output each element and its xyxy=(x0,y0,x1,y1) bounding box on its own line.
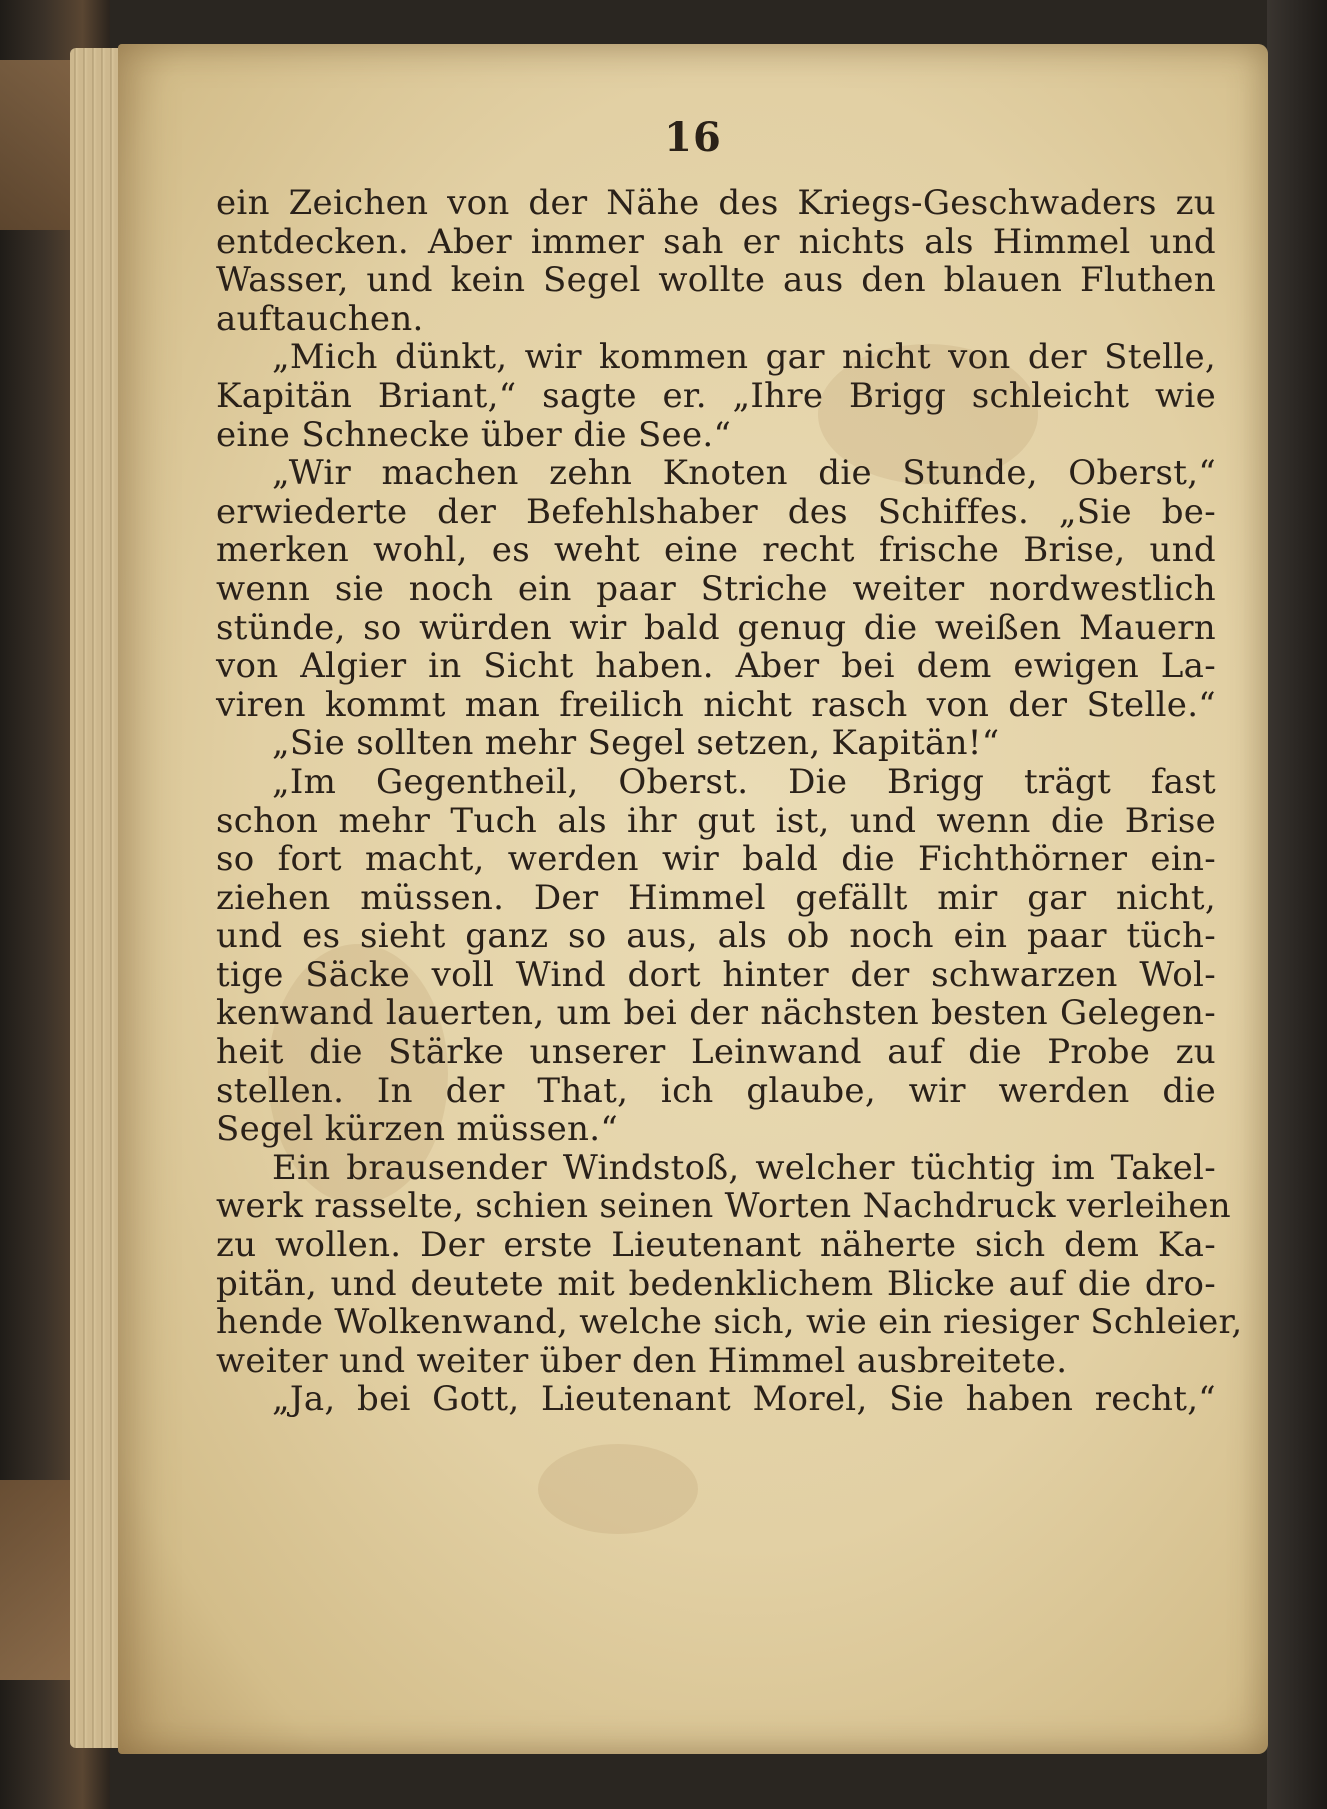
text-line: „Wir machen zehn Knoten die Stunde, Oberst,“ xyxy=(272,453,1216,494)
text-line: von Algier in Sicht haben. Aber bei dem ewigen La- xyxy=(216,646,1216,687)
text-line: stellen. In der That, ich glaube, wir werden die xyxy=(216,1070,1216,1111)
page-number: 16 xyxy=(664,114,722,161)
text-line: viren kommt man freilich nicht rasch von der Stelle.“ xyxy=(216,684,1216,725)
text-line: erwiederte der Befehlshaber des Schiffes. „Sie be- xyxy=(216,491,1216,532)
text-line: heit die Stärke unserer Leinwand auf die Probe zu xyxy=(216,1032,1216,1073)
text-line: auftauchen. xyxy=(216,298,424,339)
text-line: pitän, und deutete mit bedenklichem Blicke auf die dro- xyxy=(216,1263,1216,1304)
text-line: weiter und weiter über den Himmel ausbreitete. xyxy=(216,1340,1068,1381)
paper-stain xyxy=(538,1444,698,1534)
text-line: „Ja, bei Gott, Lieutenant Morel, Sie haben recht,“ xyxy=(272,1379,1216,1420)
text-line: ein Zeichen von der Nähe des Kriegs-Geschwaders zu xyxy=(216,183,1216,223)
text-line: und es sieht ganz so aus, als ob noch ein paar tüch- xyxy=(216,916,1216,957)
text-line: wenn sie noch ein paar Striche weiter nordwestlich xyxy=(216,568,1216,609)
book-cover-right xyxy=(1267,0,1327,1809)
text-line: eine Schnecke über die See.“ xyxy=(216,414,732,455)
text-line: hende Wolkenwand, welche sich, wie ein riesiger Schleier, xyxy=(216,1302,1243,1343)
text-line: schon mehr Tuch als ihr gut ist, und wenn die Brise xyxy=(216,800,1216,841)
text-line: ziehen müssen. Der Himmel gefällt mir gar nicht, xyxy=(216,877,1216,918)
text-line: Kapitän Briant,“ sagte er. „Ihre Brigg schleicht wie xyxy=(216,375,1216,416)
leather-corner-top xyxy=(0,60,70,230)
text-line: werk rasselte, schien seinen Worten Nachdruck verleihen xyxy=(216,1186,1232,1227)
text-line: merken wohl, es weht eine recht frische Brise, und xyxy=(216,530,1216,571)
book-page xyxy=(118,44,1268,1754)
text-line: stünde, so würden wir bald genug die weißen Mauern xyxy=(216,607,1216,648)
text-line: „Mich dünkt, wir kommen gar nicht von der Stelle, xyxy=(272,337,1216,378)
leather-corner-bottom xyxy=(0,1480,70,1680)
text-line: Ein brausender Windstoß, welcher tüchtig im Takel- xyxy=(272,1147,1216,1188)
text-line: kenwand lauerten, um bei der nächsten besten Gelegen- xyxy=(216,993,1216,1034)
text-line: „Im Gegentheil, Oberst. Die Brigg trägt fast xyxy=(272,761,1216,802)
text-line: „Sie sollten mehr Segel setzen, Kapitän!“ xyxy=(272,723,1000,764)
body-text xyxy=(216,183,1243,1420)
text-line: zu wollen. Der erste Lieutenant näherte sich dem Ka- xyxy=(216,1225,1216,1266)
text-line: entdecken. Aber immer sah er nichts als Himmel und xyxy=(216,221,1216,262)
text-line: Segel kürzen müssen.“ xyxy=(216,1109,619,1150)
text-line: Wasser, und kein Segel wollte aus den blauen Fluthen xyxy=(216,260,1216,301)
text-line: tige Säcke voll Wind dort hinter der schwarzen Wol- xyxy=(216,954,1216,995)
text-line: so fort macht, werden wir bald die Fichthörner ein- xyxy=(216,839,1216,880)
